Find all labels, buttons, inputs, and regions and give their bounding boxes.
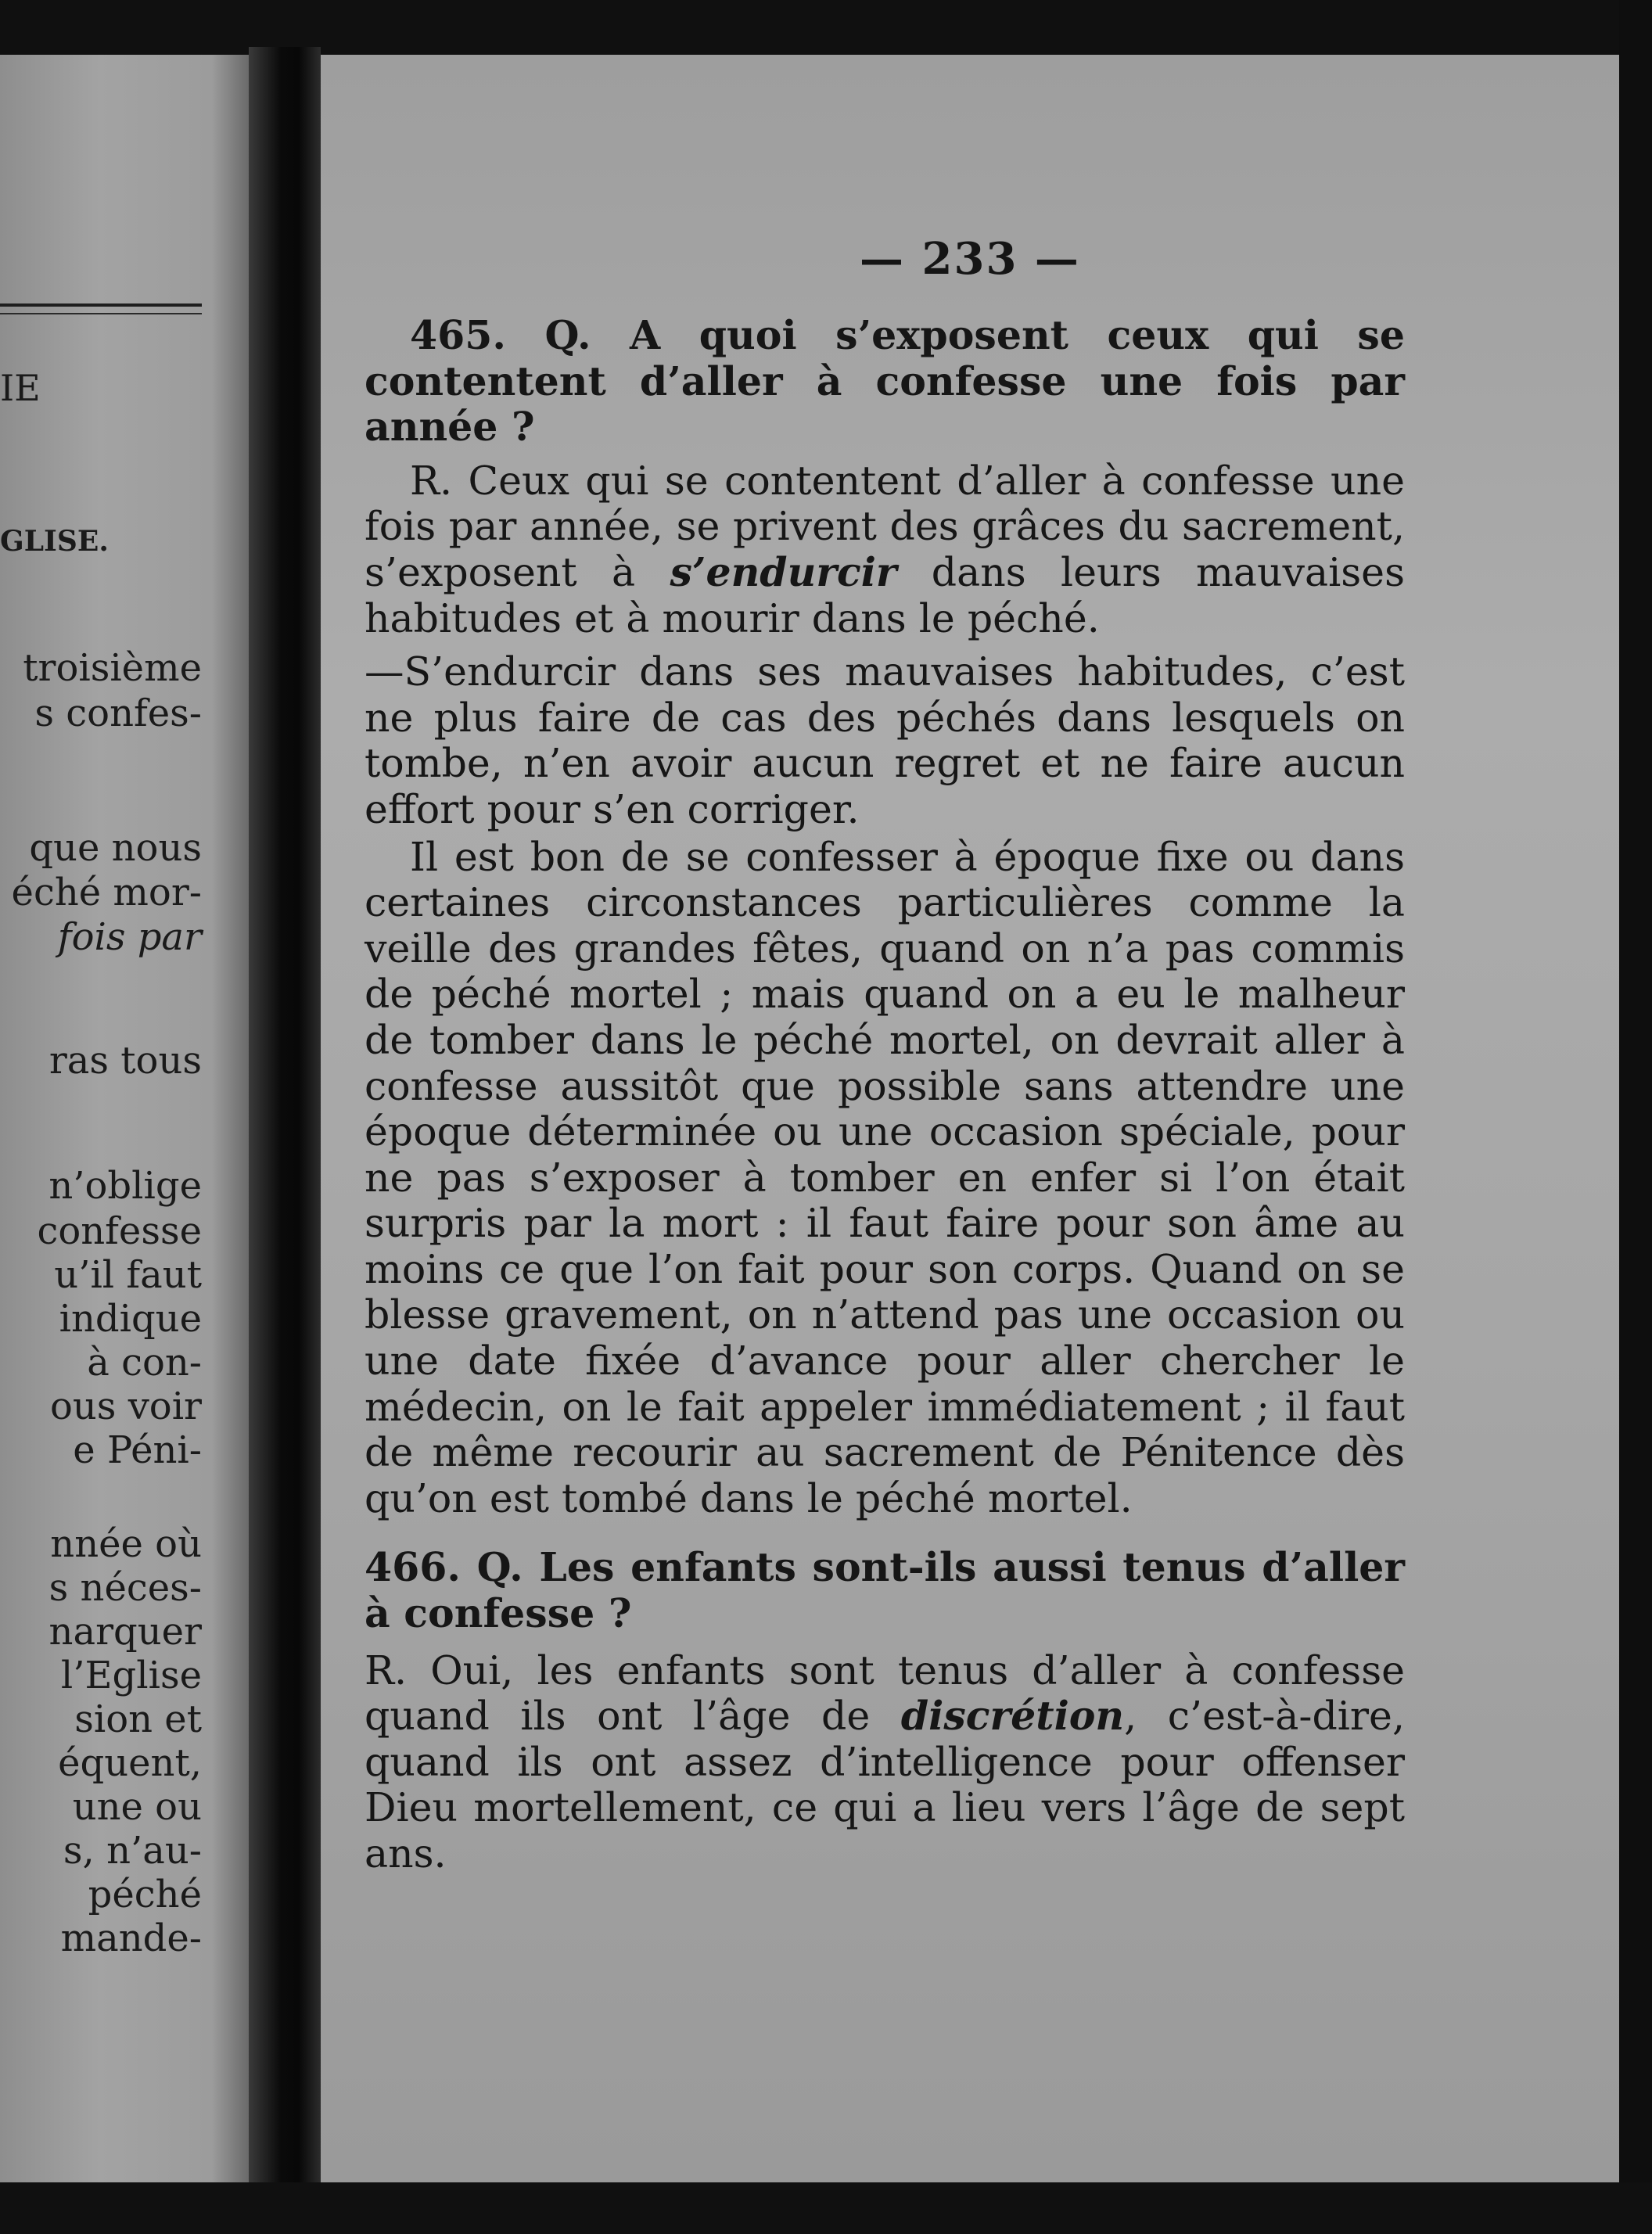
header-rule-thin bbox=[0, 313, 202, 314]
header-rule bbox=[0, 303, 202, 307]
left-line: e Péni- bbox=[73, 1428, 202, 1472]
main-page bbox=[321, 55, 1619, 2182]
page-gutter bbox=[249, 47, 321, 2190]
left-line: ras tous bbox=[48, 1039, 202, 1083]
left-line: n’oblige bbox=[48, 1164, 202, 1208]
answer-465-text-end: dans leurs mauvaises habitudes et à mourir dans le péché. bbox=[365, 548, 1405, 641]
left-line: sion et bbox=[74, 1697, 202, 1741]
answer-466 bbox=[365, 1648, 1405, 1877]
left-line: équent, bbox=[58, 1741, 202, 1785]
left-line: l’Eglise bbox=[60, 1654, 202, 1697]
scan-border-top bbox=[0, 0, 1652, 59]
explanation-1: —S’endurcir dans ses mauvaises habitudes, c’est ne plus faire de cas des péchés dans lesquels on tombe, n’en avoir aucun regret et ne faire aucun effort pour s’en corriger. bbox=[365, 648, 1405, 832]
answer-466-text-end: , c’est-à-dire, quand ils ont assez d’intelligence pour offenser Dieu mortellement, ce qui a lieu vers l’âge de sept ans. bbox=[365, 1693, 1405, 1877]
page-number: — 233 — bbox=[860, 233, 1080, 285]
left-line: péché bbox=[88, 1873, 202, 1916]
explanation-2: Il est bon de se confesser à époque fixe ou dans certaines circonstances particulières comme la veille des grandes fêtes, quand on n’a pas commis de péché mortel ; mais quand on a eu le malheur de tomber dans le péché mortel, on devrait aller à confesse aussitôt que possible sans attendre une époque déterminée ou une occasion spéciale, pour ne pas s’exposer à tomber en enfer si l’on était surpris par la mort : il faut faire pour son âme au moins ce que l’on fait pour son corps. Quand on se blesse gravement, on n’attend pas une occasion ou une date fixée d’avance pour aller chercher le médecin, on le fait appeler immédiatement ; il faut de même recourir au sacrement de Pénitence dès qu’on est tombé dans le péché mortel. bbox=[365, 833, 1405, 1521]
answer-465-text: R. Ceux qui se contentent d’aller à confesse une fois par année, se privent des grâces du sacrement, s’exposent à bbox=[365, 457, 1405, 595]
left-line: fois par bbox=[57, 915, 202, 959]
question-466: 466. Q. Les enfants sont-ils aussi tenus d’aller à confesse ? bbox=[365, 1544, 1405, 1637]
left-line: nnée où bbox=[50, 1522, 202, 1566]
left-line: à con- bbox=[87, 1341, 202, 1385]
left-line: une ou bbox=[72, 1785, 202, 1829]
scan-border-right bbox=[1619, 0, 1652, 2234]
answer-466-text: R. Oui, les enfants sont tenus d’aller à confesse quand ils ont l’âge de bbox=[365, 1647, 1405, 1740]
question-465: 465. Q. A quoi s’exposent ceux qui se contentent d’aller à confesse une fois par année ? bbox=[365, 312, 1405, 451]
answer-465 bbox=[365, 458, 1405, 641]
left-line: éché mor- bbox=[11, 871, 202, 914]
left-line: s, n’au- bbox=[63, 1829, 202, 1873]
left-line: confesse bbox=[37, 1209, 202, 1253]
left-line: indique bbox=[59, 1297, 202, 1341]
left-line: narquer bbox=[48, 1610, 202, 1654]
facing-page-left bbox=[0, 55, 249, 2182]
left-line: s néces- bbox=[48, 1566, 202, 1610]
left-line: mande- bbox=[60, 1916, 202, 1960]
left-subheading: GLISE. bbox=[0, 525, 109, 558]
left-line: troisième bbox=[23, 646, 202, 690]
left-line: s confes- bbox=[34, 691, 202, 735]
answer-465-emphasis: s’endurcir bbox=[670, 548, 897, 595]
left-line: u’il faut bbox=[54, 1253, 202, 1297]
left-heading: IE bbox=[0, 367, 41, 409]
page-body bbox=[365, 313, 1405, 1885]
answer-466-emphasis: discrétion bbox=[900, 1693, 1125, 1740]
left-line: que nous bbox=[29, 826, 202, 870]
left-line: ous voir bbox=[49, 1385, 202, 1428]
scan-border-bottom bbox=[0, 2182, 1652, 2234]
